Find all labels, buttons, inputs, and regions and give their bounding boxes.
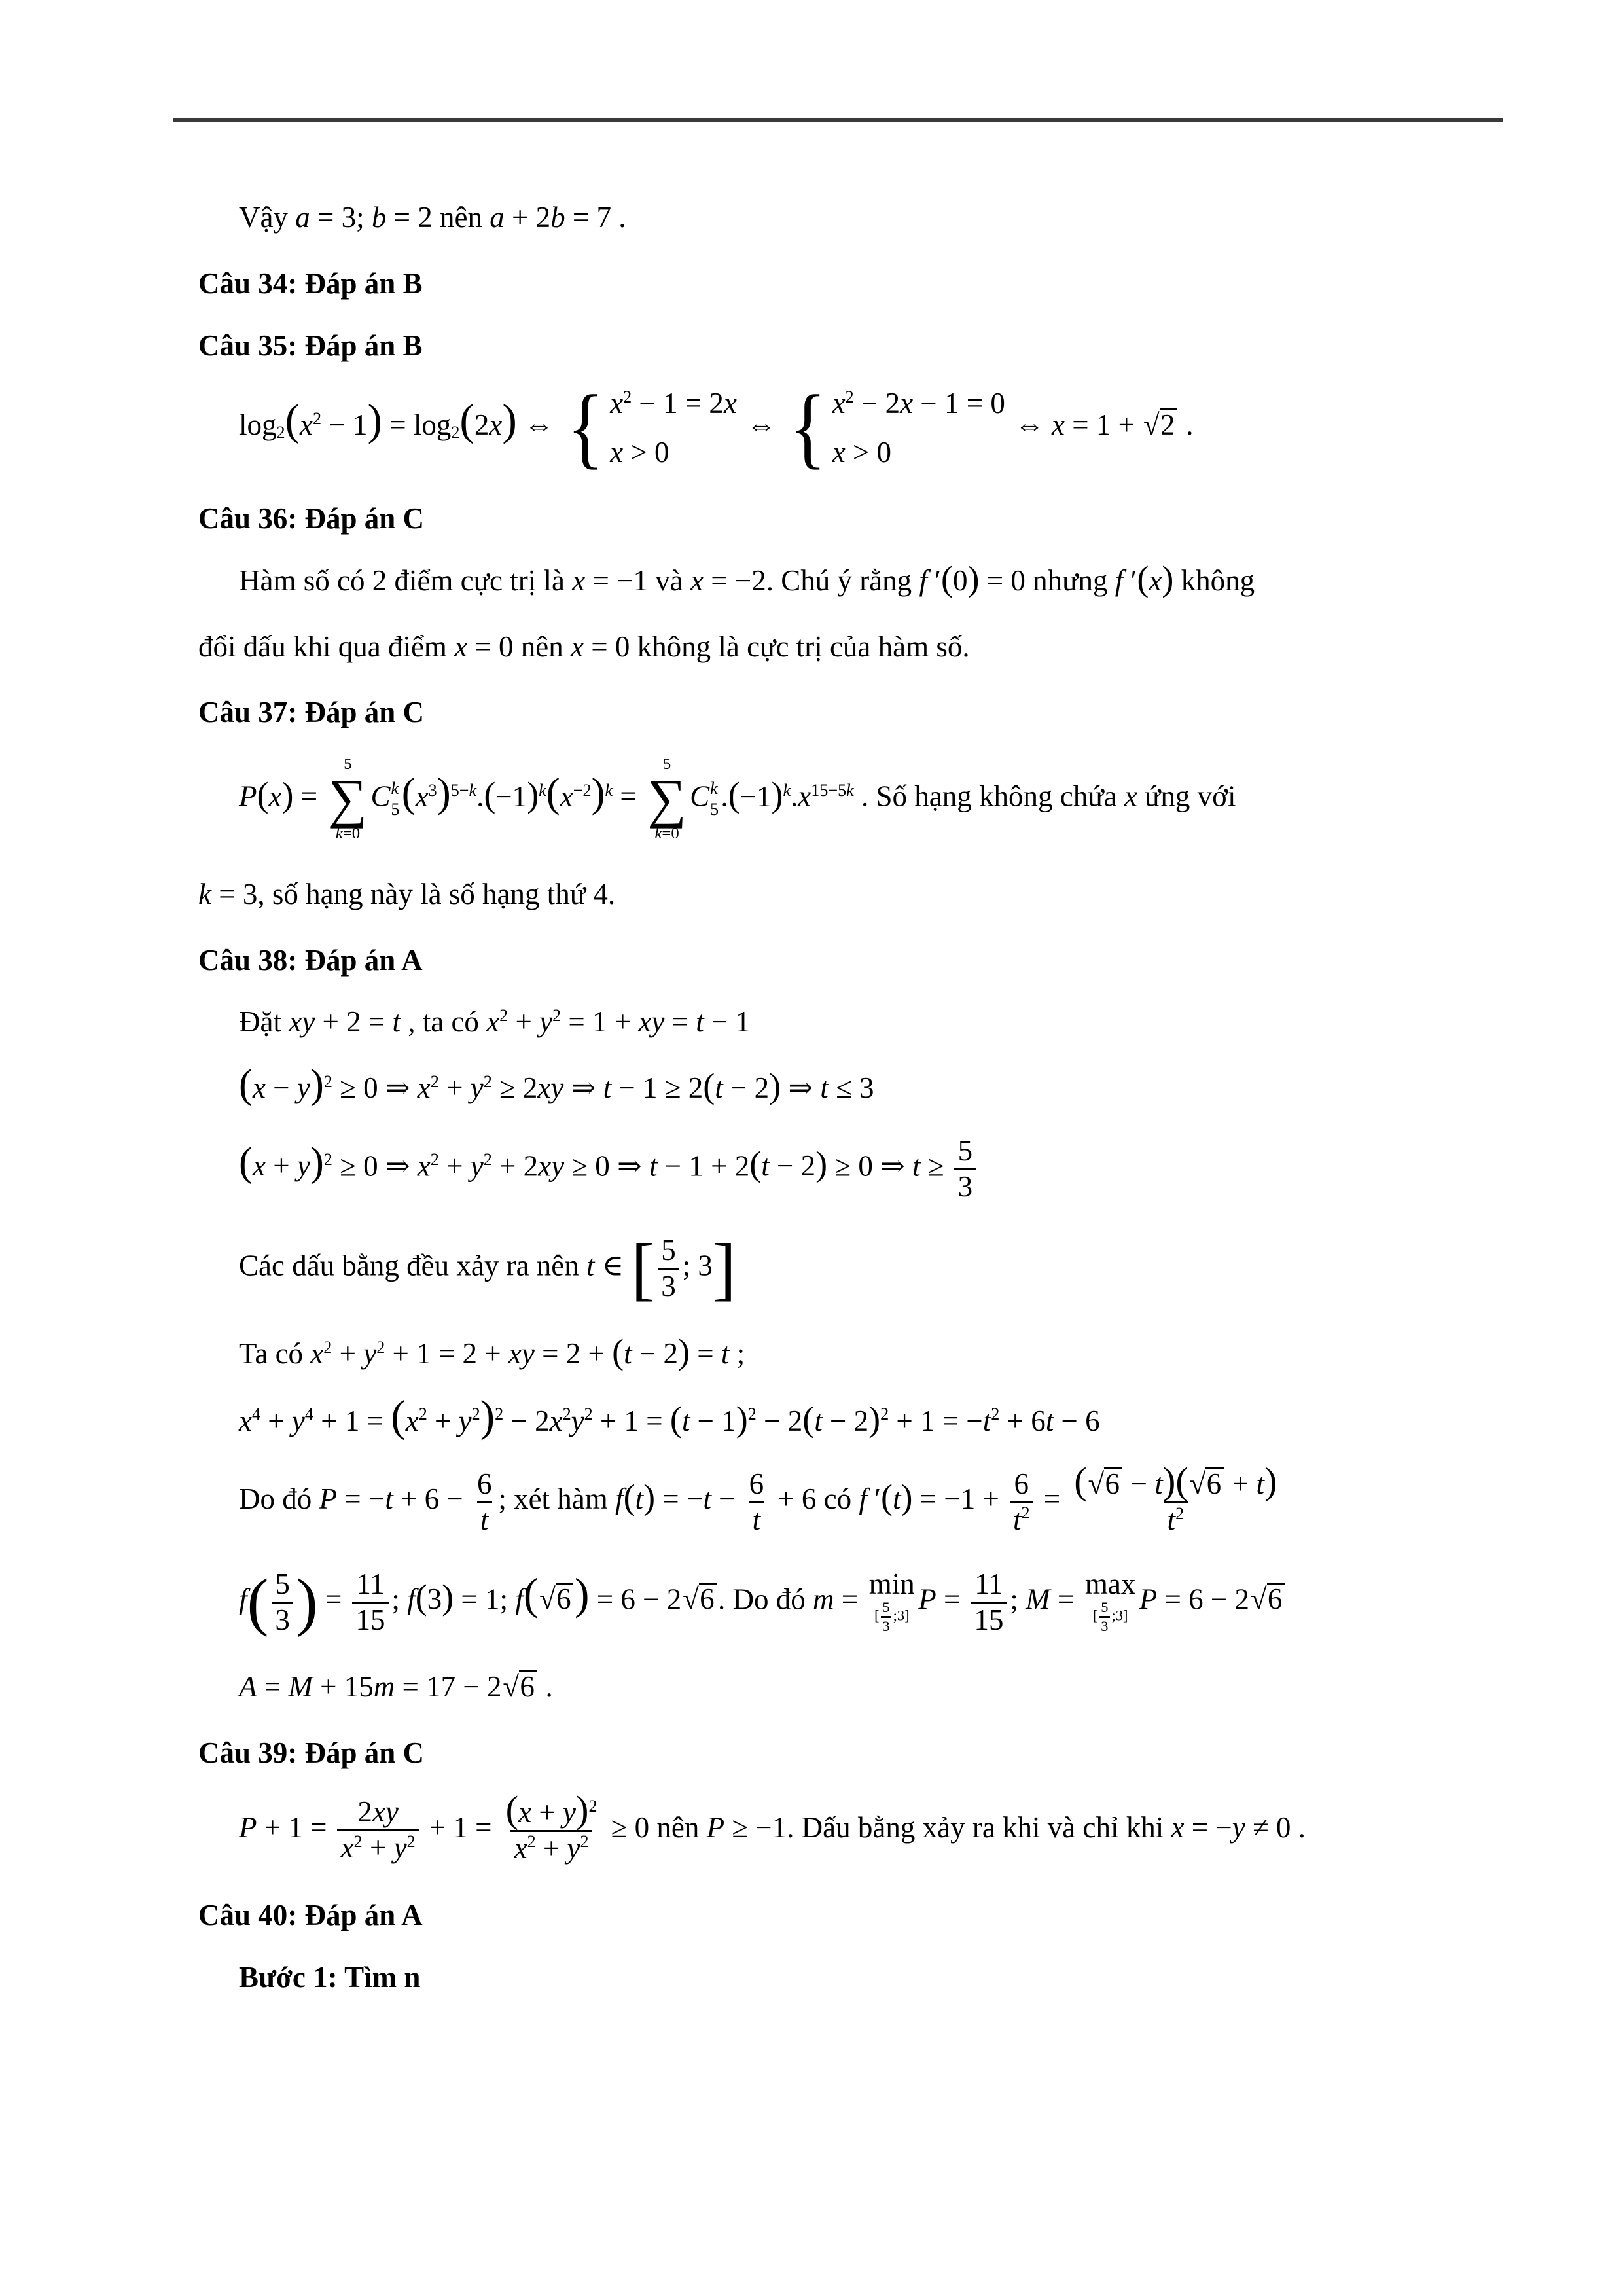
heading-cau-40: Câu 40: Đáp án A xyxy=(198,1899,423,1932)
header-rule xyxy=(173,118,1503,122)
heading-cau-36: Câu 36: Đáp án C xyxy=(198,502,425,535)
math-cau-38-5: x4 + y4 + 1 = ( x2 + y2 ) 2 − 2x2y2 + 1 = ( t − 1 ) 2 − 2 ( t − 2 ) 2 + 1 = −t2 + 6t − 6 xyxy=(239,1391,1100,1441)
heading-cau-34: Câu 34: Đáp án B xyxy=(198,266,423,300)
sigma-icon: ∑ xyxy=(328,768,368,829)
heading-cau-38: Câu 38: Đáp án A xyxy=(198,943,423,977)
para-cau-36-line-1: Hàm số có 2 điểm cực trị là x = −1 và x = −2. Chú ý rằng f ′ ( 0 ) = 0 nhưng f ′ ( x ) không xyxy=(239,558,1255,598)
heading-cau-37: Câu 37: Đáp án C xyxy=(198,696,425,729)
radical-icon: √ xyxy=(1250,1583,1267,1616)
para-buoc-1: Bước 1: Tìm n xyxy=(239,1961,421,1994)
radical-icon: √ xyxy=(1143,408,1160,442)
line-conclusion-cau-33: Vậy a = 3; b = 2 nên a + 2b = 7 . xyxy=(239,201,626,234)
math-cau-38-1: ( x − y ) 2 ≥ 0 ⇒ x2 + y2 ≥ 2xy ⇒ t − 1 ≥ 2 ( t − 2 ) ⇒ t ≤ 3 xyxy=(239,1061,874,1107)
math-cau-38-7: f ( $\frac{5}{3}$ ) = $\frac{11}{15}$ ; f ( 3 ) = 1; f ( √ 6 ) = 6 − 2 √ 6 . Do đó m = min [ $\frac{5}{3}$ ;3] P = $\frac{11}{15}$ ; M = max [ $\frac{5}{3}$ ;3] P = 6 − 2 √ 6 xyxy=(198,1568,1461,1638)
math-cau-38-3: Các dấu bằng đều xảy ra nên t ∈ [ $\frac{5}{3}$ ; 3 ] xyxy=(239,1230,736,1308)
radical-icon: √ xyxy=(683,1583,699,1616)
sigma-icon: ∑ xyxy=(647,768,687,829)
heading-cau-35: Câu 35: Đáp án B xyxy=(198,329,423,362)
radical-icon: √ xyxy=(503,1670,520,1704)
para-cau-38-dat: Đặt xy + 2 = t , ta có x2 + y2 = 1 + xy = t − 1 xyxy=(239,1005,751,1039)
brace-icon: { xyxy=(789,377,827,478)
math-cau-38-8: A = M + 15m = 17 − 2 √ 6 . xyxy=(239,1670,553,1704)
math-cau-38-6: Do đó P = −t + 6 − $\frac{6}{t}$ ; xét hàm f ( t ) = −t − $\frac{6}{t}$ + 6 có f ′ ( t ) = −1 + $\frac{6}{t2}$ = ( √ 6 − t ) ( √ 6 + t ) t2 xyxy=(239,1460,1277,1537)
para-cau-37: k = 3, số hạng này là số hạng thứ 4. xyxy=(198,877,616,910)
para-cau-36-line-2: đổi dấu khi qua điểm x = 0 nên x = 0 không là cực trị của hàm số. xyxy=(198,630,970,663)
math-cau-37: P ( x ) = 5 ∑ k=0 C k 5 ( x3 ) 5−k. ( −1 ) k ( x−2 ) k = 5 ∑ k=0 C k 5 . ( −1 ) k.x15−5k . Số hạng không chứa x ứng với xyxy=(239,755,1236,842)
radical-icon: √ xyxy=(1088,1467,1105,1501)
radical-icon: √ xyxy=(1189,1467,1206,1501)
heading-cau-39: Câu 39: Đáp án C xyxy=(198,1736,425,1770)
document-content xyxy=(198,198,1461,2024)
math-cau-35: log2 ( x2 − 1 ) = log2 ( 2x ) ⇔ { x2 − 1 = 2x x > 0 ⇔ { x2 − 2x − 1 = 0 x > 0 ⇔ x = 1 + √ 2 . xyxy=(239,377,1194,478)
math-cau-38-2: ( x + y ) 2 ≥ 0 ⇒ x2 + y2 + 2xy ≥ 0 ⇒ t − 1 + 2 ( t − 2 ) ≥ 0 ⇒ t ≥ $\frac{5}{3}$ xyxy=(198,1134,1461,1204)
radical-icon: √ xyxy=(539,1583,556,1616)
brace-icon: { xyxy=(566,377,604,478)
math-cau-38-4: Ta có x2 + y2 + 1 = 2 + xy = 2 + ( t − 2 ) = t ; xyxy=(239,1331,745,1371)
math-cau-39: P + 1 = $\frac{2xy}{x2 + y2}$ + 1 = ( x + y ) 2 x2 + y2 ≥ 0 nên P ≥ −1. Dấu bằng xảy ra khi và chỉ khi x = −y ≠ 0 . xyxy=(239,1787,1306,1865)
